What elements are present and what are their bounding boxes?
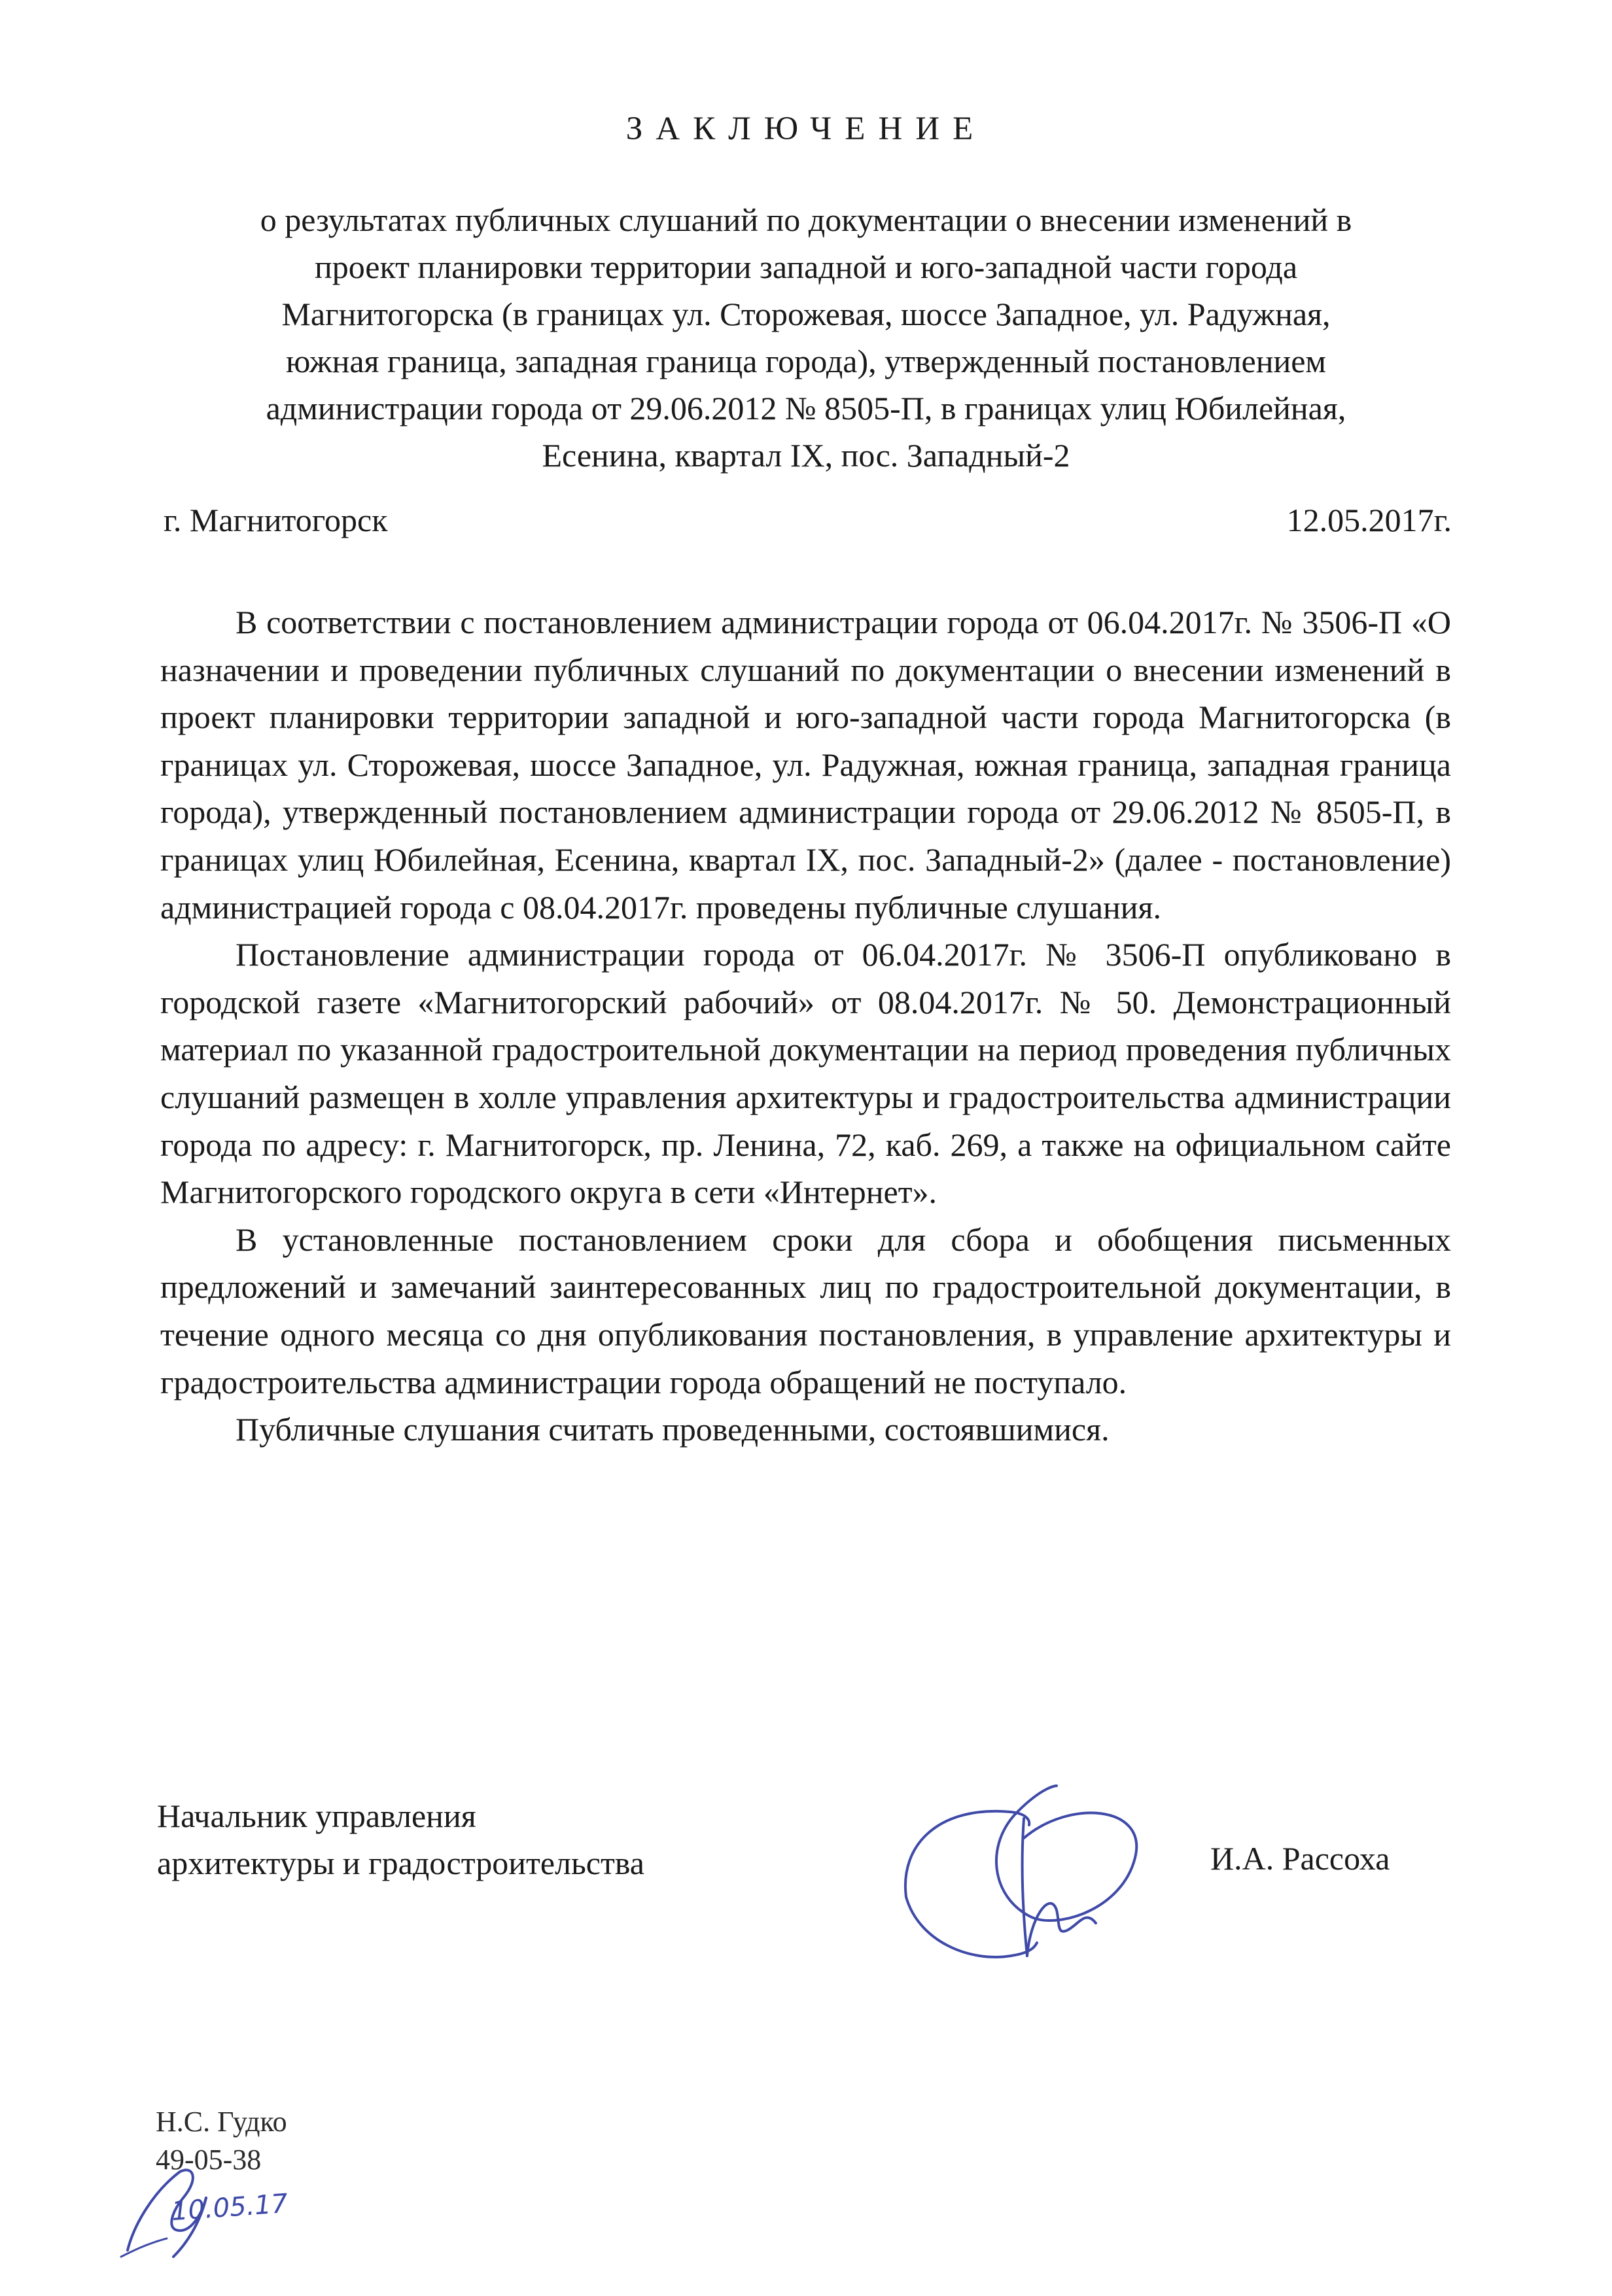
document-date: 12.05.2017г. xyxy=(1286,502,1452,538)
handwritten-signature xyxy=(860,1760,1200,1982)
document-body xyxy=(160,599,1451,1453)
signatory-position-line: Начальник управления xyxy=(157,1798,476,1834)
executor-phone: 49-05-38 xyxy=(156,2144,262,2176)
document-subtitle xyxy=(164,196,1448,479)
document-title: ЗАКЛЮЧЕНИЕ xyxy=(625,111,987,147)
body-paragraph: Постановление администрации города от 06.04.2017г. № 3506-П опубликовано в городской газете «Магнитогорский рабочий» от 08.04.2017г. № 50. Демонстрационный материал по указанной градостроительной документации на период проведения публичных слушаний размещен в холле управления архитектуры и градостроительства администрации города по адресу: г. Магнитогорск, пр. Ленина, 72, каб. 269, а также на официальном сайте Магнитогорского городского округа в сети «Интернет». xyxy=(160,936,1451,1211)
subtitle-line: проект планировки территории западной и юго-западной части города xyxy=(314,249,1298,285)
signatory-name: И.А. Рассоха xyxy=(1210,1840,1390,1877)
signatory-position xyxy=(157,1792,644,1887)
subtitle-line: южная граница, западная граница города), утвержденный постановлением xyxy=(285,343,1327,379)
signatory-position-line: архитектуры и градостроительства xyxy=(157,1845,644,1881)
subtitle-line: о результатах публичных слушаний по документации о внесении изменений в xyxy=(260,201,1352,238)
body-paragraph: Публичные слушания считать проведенными, состоявшимися. xyxy=(236,1411,1110,1448)
handwritten-date: 10.05.17 xyxy=(170,2188,289,2227)
document-place: г. Магнитогорск xyxy=(164,502,388,538)
executor-name: Н.С. Гудко xyxy=(156,2106,287,2138)
subtitle-line: администрации города от 29.06.2012 № 8505-П, в границах улиц Юбилейная, xyxy=(266,390,1346,426)
body-paragraph: В установленные постановлением сроки для сбора и обобщения письменных предложений и замечаний заинтересованных лиц по градостроительной документации, в течение одного месяца со дня опубликования постановления, в управление архитектуры и градостроительства администрации города обращений не поступало. xyxy=(160,1221,1451,1400)
body-paragraph: В соответствии с постановлением администрации города от 06.04.2017г. № 3506-П «О назначении и проведении публичных слушаний по документации о внесении изменений в проект планировки территории западной и юго-западной части города Магнитогорска (в границах ул. Сторожевая, шоссе Западное, ул. Радужная, южная граница, западная граница города), утвержденный постановлением администрации города от 29.06.2012 № 8505-П, в границах улиц Юбилейная, Есенина, квартал IX, пос. Западный-2» (далее - постановление) администрацией города с 08.04.2017г. проведены публичные слушания. xyxy=(160,604,1451,926)
subtitle-line: Есенина, квартал IX, пос. Западный-2 xyxy=(542,437,1070,474)
subtitle-line: Магнитогорска (в границах ул. Сторожевая, шоссе Западное, ул. Радужная, xyxy=(281,296,1331,332)
